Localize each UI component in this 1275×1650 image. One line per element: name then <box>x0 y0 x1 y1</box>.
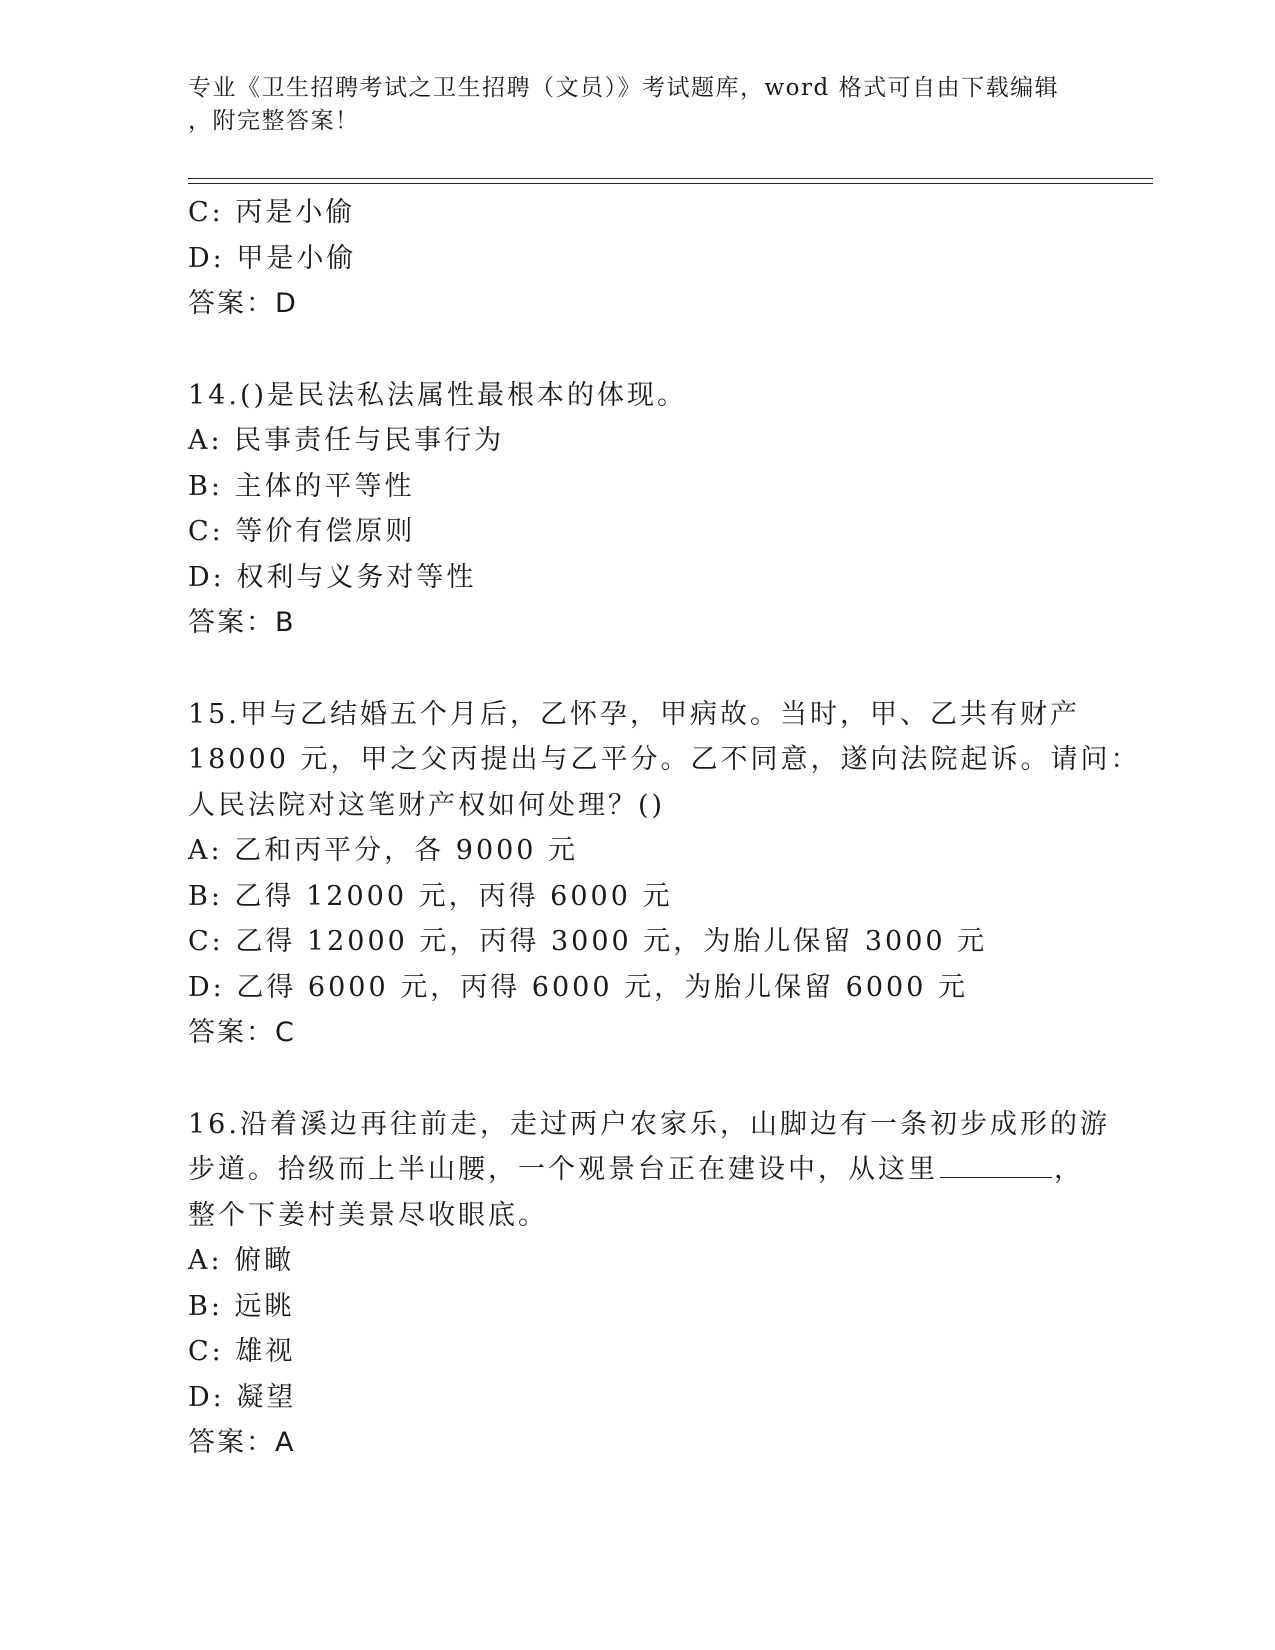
question-stem-line-1: 15.甲与乙结婚五个月后，乙怀孕，甲病故。当时，甲、乙共有财产 <box>188 698 1080 730</box>
option-b: B: 乙得 12000 元，丙得 6000 元 <box>188 880 673 912</box>
option-a: A: 俯瞰 <box>188 1245 295 1276</box>
option-d: D: 甲是小偷 <box>188 242 357 274</box>
answer-line: 答案：A <box>188 1427 296 1458</box>
spacer <box>188 646 1088 692</box>
document-header <box>188 72 1088 138</box>
question-stem: 14.()是民法私法属性最根本的体现。 <box>188 379 688 411</box>
question-15 <box>188 692 1141 1056</box>
question-13-tail <box>188 190 1088 327</box>
option-b: B: 远眺 <box>188 1290 295 1322</box>
spacer <box>188 327 1088 373</box>
question-stem-line-2 <box>188 1147 1088 1193</box>
question-stem-punct: ， <box>1054 1154 1084 1185</box>
question-16 <box>188 1102 1110 1466</box>
header-rule-top <box>188 178 1153 179</box>
option-c: C: 丙是小偷 <box>188 197 356 228</box>
option-c: C: 等价有偿原则 <box>188 516 416 547</box>
option-c: C: 乙得 12000 元，丙得 3000 元，为胎儿保留 3000 元 <box>188 926 988 957</box>
question-stem-text: 步道。拾级而上半山腰，一个观景台正在建设中，从这里 <box>188 1154 938 1185</box>
fill-in-blank <box>940 1151 1052 1178</box>
option-d: D: 凝望 <box>188 1381 297 1413</box>
question-stem-line-3: 人民法院对这笔财产权如何处理？() <box>188 789 666 821</box>
option-b: B: 主体的平等性 <box>188 470 415 502</box>
option-a: A: 民事责任与民事行为 <box>188 425 505 456</box>
question-list <box>188 190 1141 1466</box>
question-14 <box>188 373 1088 646</box>
answer-line: 答案：B <box>188 607 296 638</box>
spacer <box>188 1056 1088 1102</box>
question-stem-line-3: 整个下姜村美景尽收眼底。 <box>188 1199 548 1231</box>
option-c: C: 雄视 <box>188 1336 296 1367</box>
question-stem-line-2: 18000 元，甲之父丙提出与乙平分。乙不同意，遂向法院起诉。请问： <box>188 744 1141 775</box>
option-a: A: 乙和丙平分，各 9000 元 <box>188 835 579 866</box>
header-rule-bottom <box>188 183 1153 184</box>
option-d: D: 乙得 6000 元，丙得 6000 元，为胎儿保留 6000 元 <box>188 971 968 1003</box>
header-title-line-1: 专业《卫生招聘考试之卫生招聘（文员）》考试题库，word 格式可自由下载编辑 <box>188 75 1060 101</box>
question-stem-line-1: 16.沿着溪边再往前走，走过两户农家乐，山脚边有一条初步成形的游 <box>188 1108 1110 1140</box>
answer-line: 答案：D <box>188 288 298 319</box>
answer-line: 答案：C <box>188 1017 296 1048</box>
header-title-line-2: ，附完整答案！ <box>188 108 360 134</box>
option-d: D: 权利与义务对等性 <box>188 561 477 593</box>
